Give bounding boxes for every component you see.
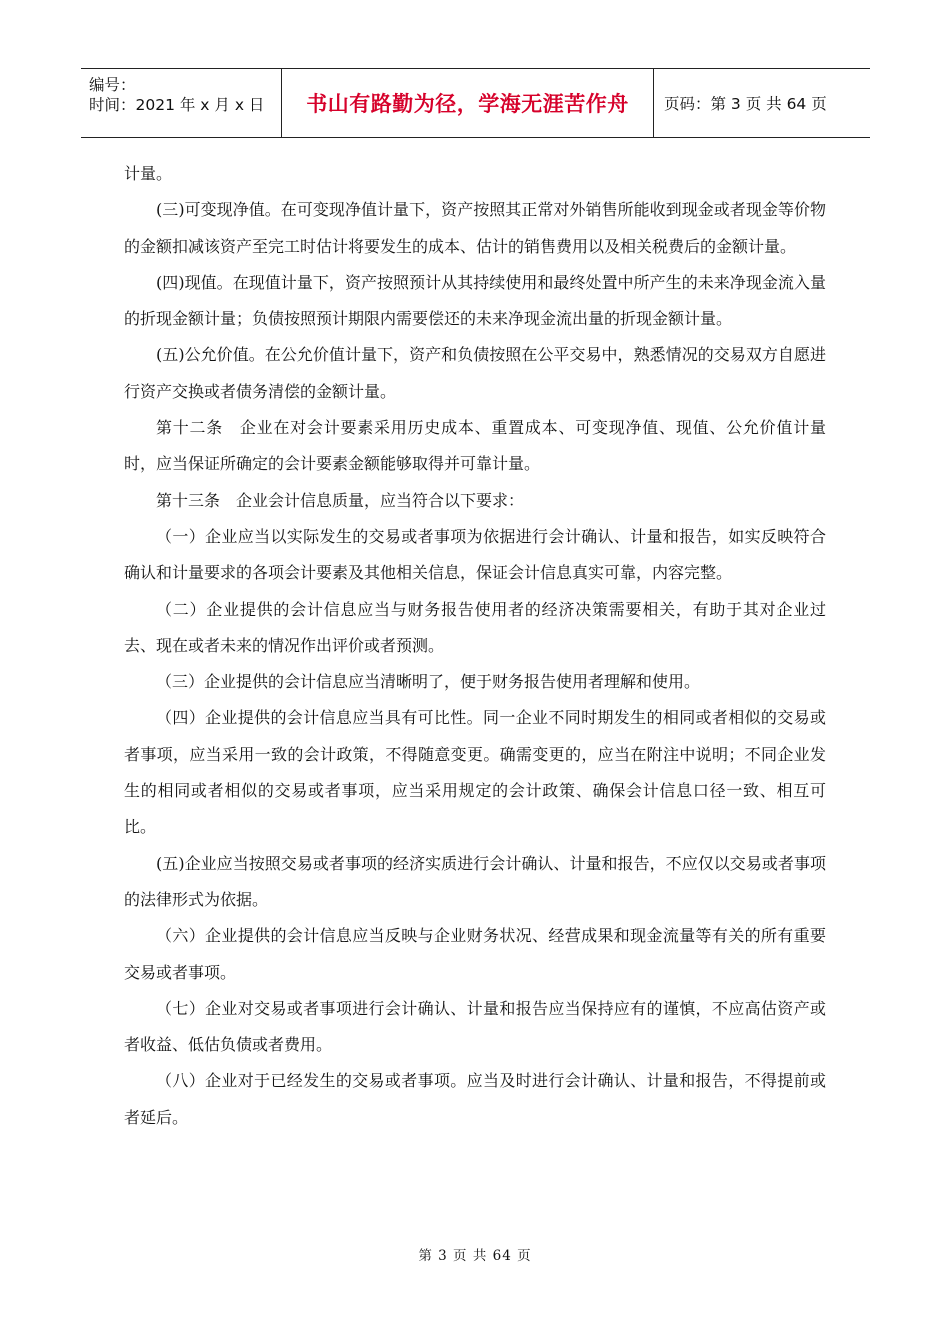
article-heading: 第十三条: [156, 490, 221, 510]
article-paragraph: 第十三条 企业会计信息质量，应当符合以下要求：: [156, 490, 525, 510]
paragraph: (四)现值。在现值计量下，资产按照预计从其持续使用和最终处置中所产生的未来净现金流入量的折现金额计量；负债按照预计期限内需要偿还的未来净现金流出量的折现金额计量。: [124, 272, 826, 329]
paragraph: （四）企业提供的会计信息应当具有可比性。同一企业不同时期发生的相同或者相似的交易或者事项，应当采用一致的会计政策，不得随意变更。确需变更的，应当在附注中说明；不同企业发生的相同或者相似的交易或者事项，应当采用规定的会计政策、确保会计信息口径一致、相互可比。: [124, 708, 826, 837]
paragraph: （三）企业提供的会计信息应当清晰明了，便于财务报告使用者理解和使用。: [156, 672, 701, 692]
header-motto-cell: [282, 69, 654, 137]
paragraph: （八）企业对于已经发生的交易或者事项。应当及时进行会计确认、计量和报告，不得提前或者延后。: [124, 1071, 826, 1127]
header-meta-cell: [81, 69, 282, 137]
document-body: [124, 156, 826, 1136]
paragraph: (三)可变现净值。在可变现净值计量下，资产按照其正常对外销售所能收到现金或者现金等价物的金额扣减该资产至完工时估计将要发生的成本、估计的销售费用以及相关税费后的金额计量。: [124, 200, 826, 256]
header-page-number: 页码：第 3 页 共 64 页: [664, 95, 827, 113]
footer-page-number: 第 3 页 共 64 页: [418, 1248, 532, 1264]
page-footer: [0, 1244, 950, 1264]
paragraph: （七）企业对交易或者事项进行会计确认、计量和报告应当保持应有的谨慎，不应高估资产或者收益、低估负债或者费用。: [124, 998, 826, 1055]
document-number-label: 编号：: [89, 76, 136, 94]
paragraph: 计量。: [124, 164, 173, 183]
page-header: [81, 68, 870, 138]
article-paragraph: 第十二条 企业在对会计要素采用历史成本、重置成本、可变现净值、现值、公允价值计量时，应当保证所确定的会计要素金额能够取得并可靠计量。: [124, 418, 826, 474]
article-heading: 第十二条: [156, 418, 224, 438]
paragraph: (五)企业应当按照交易或者事项的经济实质进行会计确认、计量和报告，不应仅以交易或者事项的法律形式为依据。: [124, 853, 826, 909]
document-date-label: 时间：2021 年 x 月 x 日: [89, 96, 265, 114]
header-motto: 书山有路勤为径，学海无涯苦作舟: [306, 92, 629, 116]
paragraph: （六）企业提供的会计信息应当反映与企业财务状况、经营成果和现金流量等有关的所有重要交易或者事项。: [124, 926, 826, 982]
paragraph: （二）企业提供的会计信息应当与财务报告使用者的经济决策需要相关，有助于其对企业过去、现在或者未来的情况作出评价或者预测。: [124, 599, 826, 655]
paragraph: (五)公允价值。在公允价值计量下，资产和负债按照在公平交易中，熟悉情况的交易双方自愿进行资产交换或者债务清偿的金额计量。: [124, 345, 826, 401]
paragraph: （一）企业应当以实际发生的交易或者事项为依据进行会计确认、计量和报告，如实反映符合确认和计量要求的各项会计要素及其他相关信息，保证会计信息真实可靠，内容完整。: [124, 526, 826, 583]
header-page-cell: [654, 69, 870, 137]
